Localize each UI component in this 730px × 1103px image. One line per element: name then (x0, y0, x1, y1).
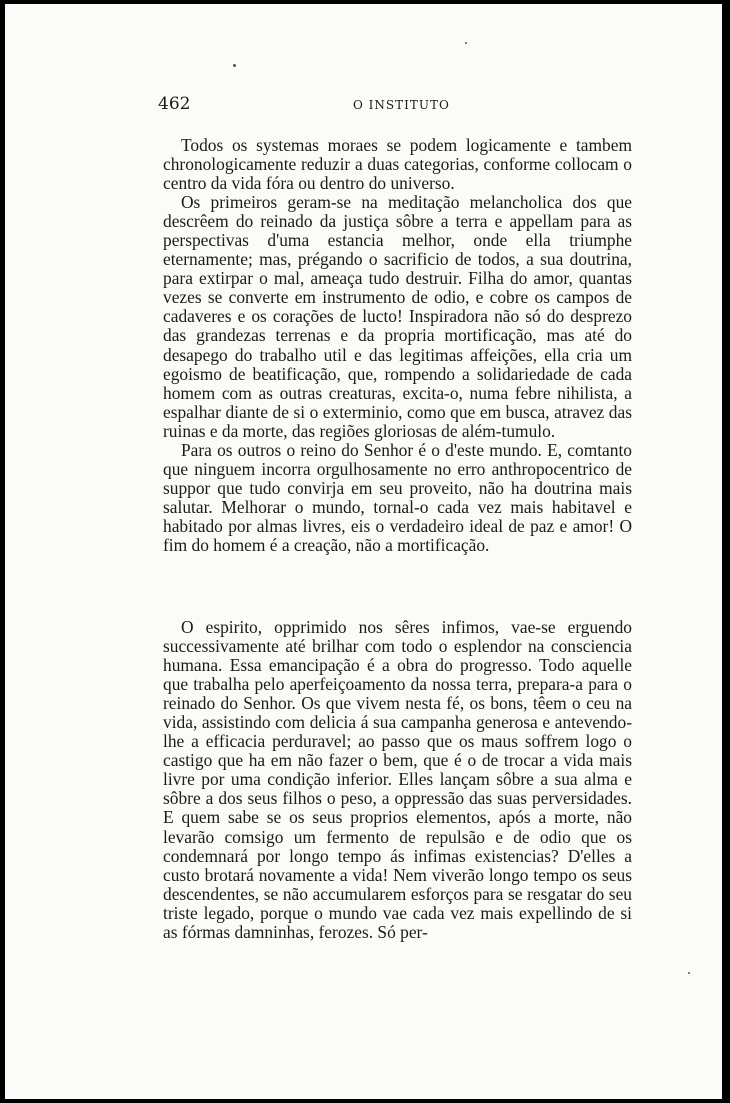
text-section-2 (163, 618, 632, 942)
book-page (5, 4, 722, 1099)
paragraph: Para os outros o reino do Senhor é o d'este mundo. E, comtanto que ninguem incorra orgulhosamente no erro anthropocentrico de suppor que tudo convirja em seu proveito, não ha doutrina mais salutar. Melhorar o mundo, tornal-o cada vez mais habitavel e habitado por almas livres, eis o verdadeiro ideal de paz e amor! O fim do homem é a creação, não a mortificação. (163, 439, 632, 555)
paragraph: Todos os systemas moraes se podem logicamente e tambem chronologicamente reduzir a duas categorias, conforme collocam o centro da vida fóra ou dentro do universo. (163, 135, 632, 194)
ink-speck (688, 972, 690, 974)
ink-speck (465, 42, 467, 44)
running-title: O INSTITUTO (353, 98, 450, 112)
text-section-1 (163, 136, 632, 555)
ink-speck (233, 64, 236, 67)
paragraph: Os primeiros geram-se na meditação melancholica dos que descrêem do reinado da justiça sôbre a terra e appellam para as perspectivas d'uma estancia melhor, onde ella triumphe eternamente; mas, prégando o sacrificio de todos, a sua doutrina, para extirpar o mal, ameaça tudo destruir. Filha do amor, quantas vezes se converte em instrumento de odio, e cobre os campos de cadaveres e os corações de lucto! Inspiradora não só do desprezo das grandezas terrenas e da propria mortificação, mas até do desapego do trabalho util e das legitimas affeições, ella cria um egoismo de beatificação, que, rompendo a solidariedade de cada homem com as outras creaturas, excita-o, numa febre nihilista, a espalhar diante de si o exterminio, como que em busca, atravez das ruinas e da morte, das regiões gloriosas de além-tumulo. (163, 192, 632, 441)
page-header (158, 94, 628, 118)
page-number: 462 (158, 94, 191, 114)
paragraph: O espirito, opprimido nos sêres infimos, vae-se erguendo successivamente até brilhar com todo o esplendor na consciencia humana. Essa emancipação é a obra do progresso. Todo aquelle que trabalha pelo aperfeiçoamento da nossa terra, prepara-a para o reinado do Senhor. Os que vivem nesta fé, os bons, têem o ceu na vida, assistindo com delicia á sua campanha generosa e antevendo-lhe a efficacia perduravel; ao passo que os maus soffrem logo o castigo que ha em não fazer o bem, que é o de trocar a vida mais livre por uma condição inferior. Elles lançam sôbre a sua alma e sôbre a dos seus filhos o peso, a oppressão das suas perversidades. E quem sabe se os seus proprios elementos, após a morte, não levarão comsigo um fermento de repulsão e de odio que os condemnará por longo tempo ás infimas existencias? D'elles a custo brotará novamente a vida! Nem viverão longo tempo os seus descendentes, se não accumularem esforços para se resgatar do seu triste legado, porque o mundo vae cada vez mais expellindo de si as fórmas damninhas, ferozes. Só per- (163, 617, 632, 942)
